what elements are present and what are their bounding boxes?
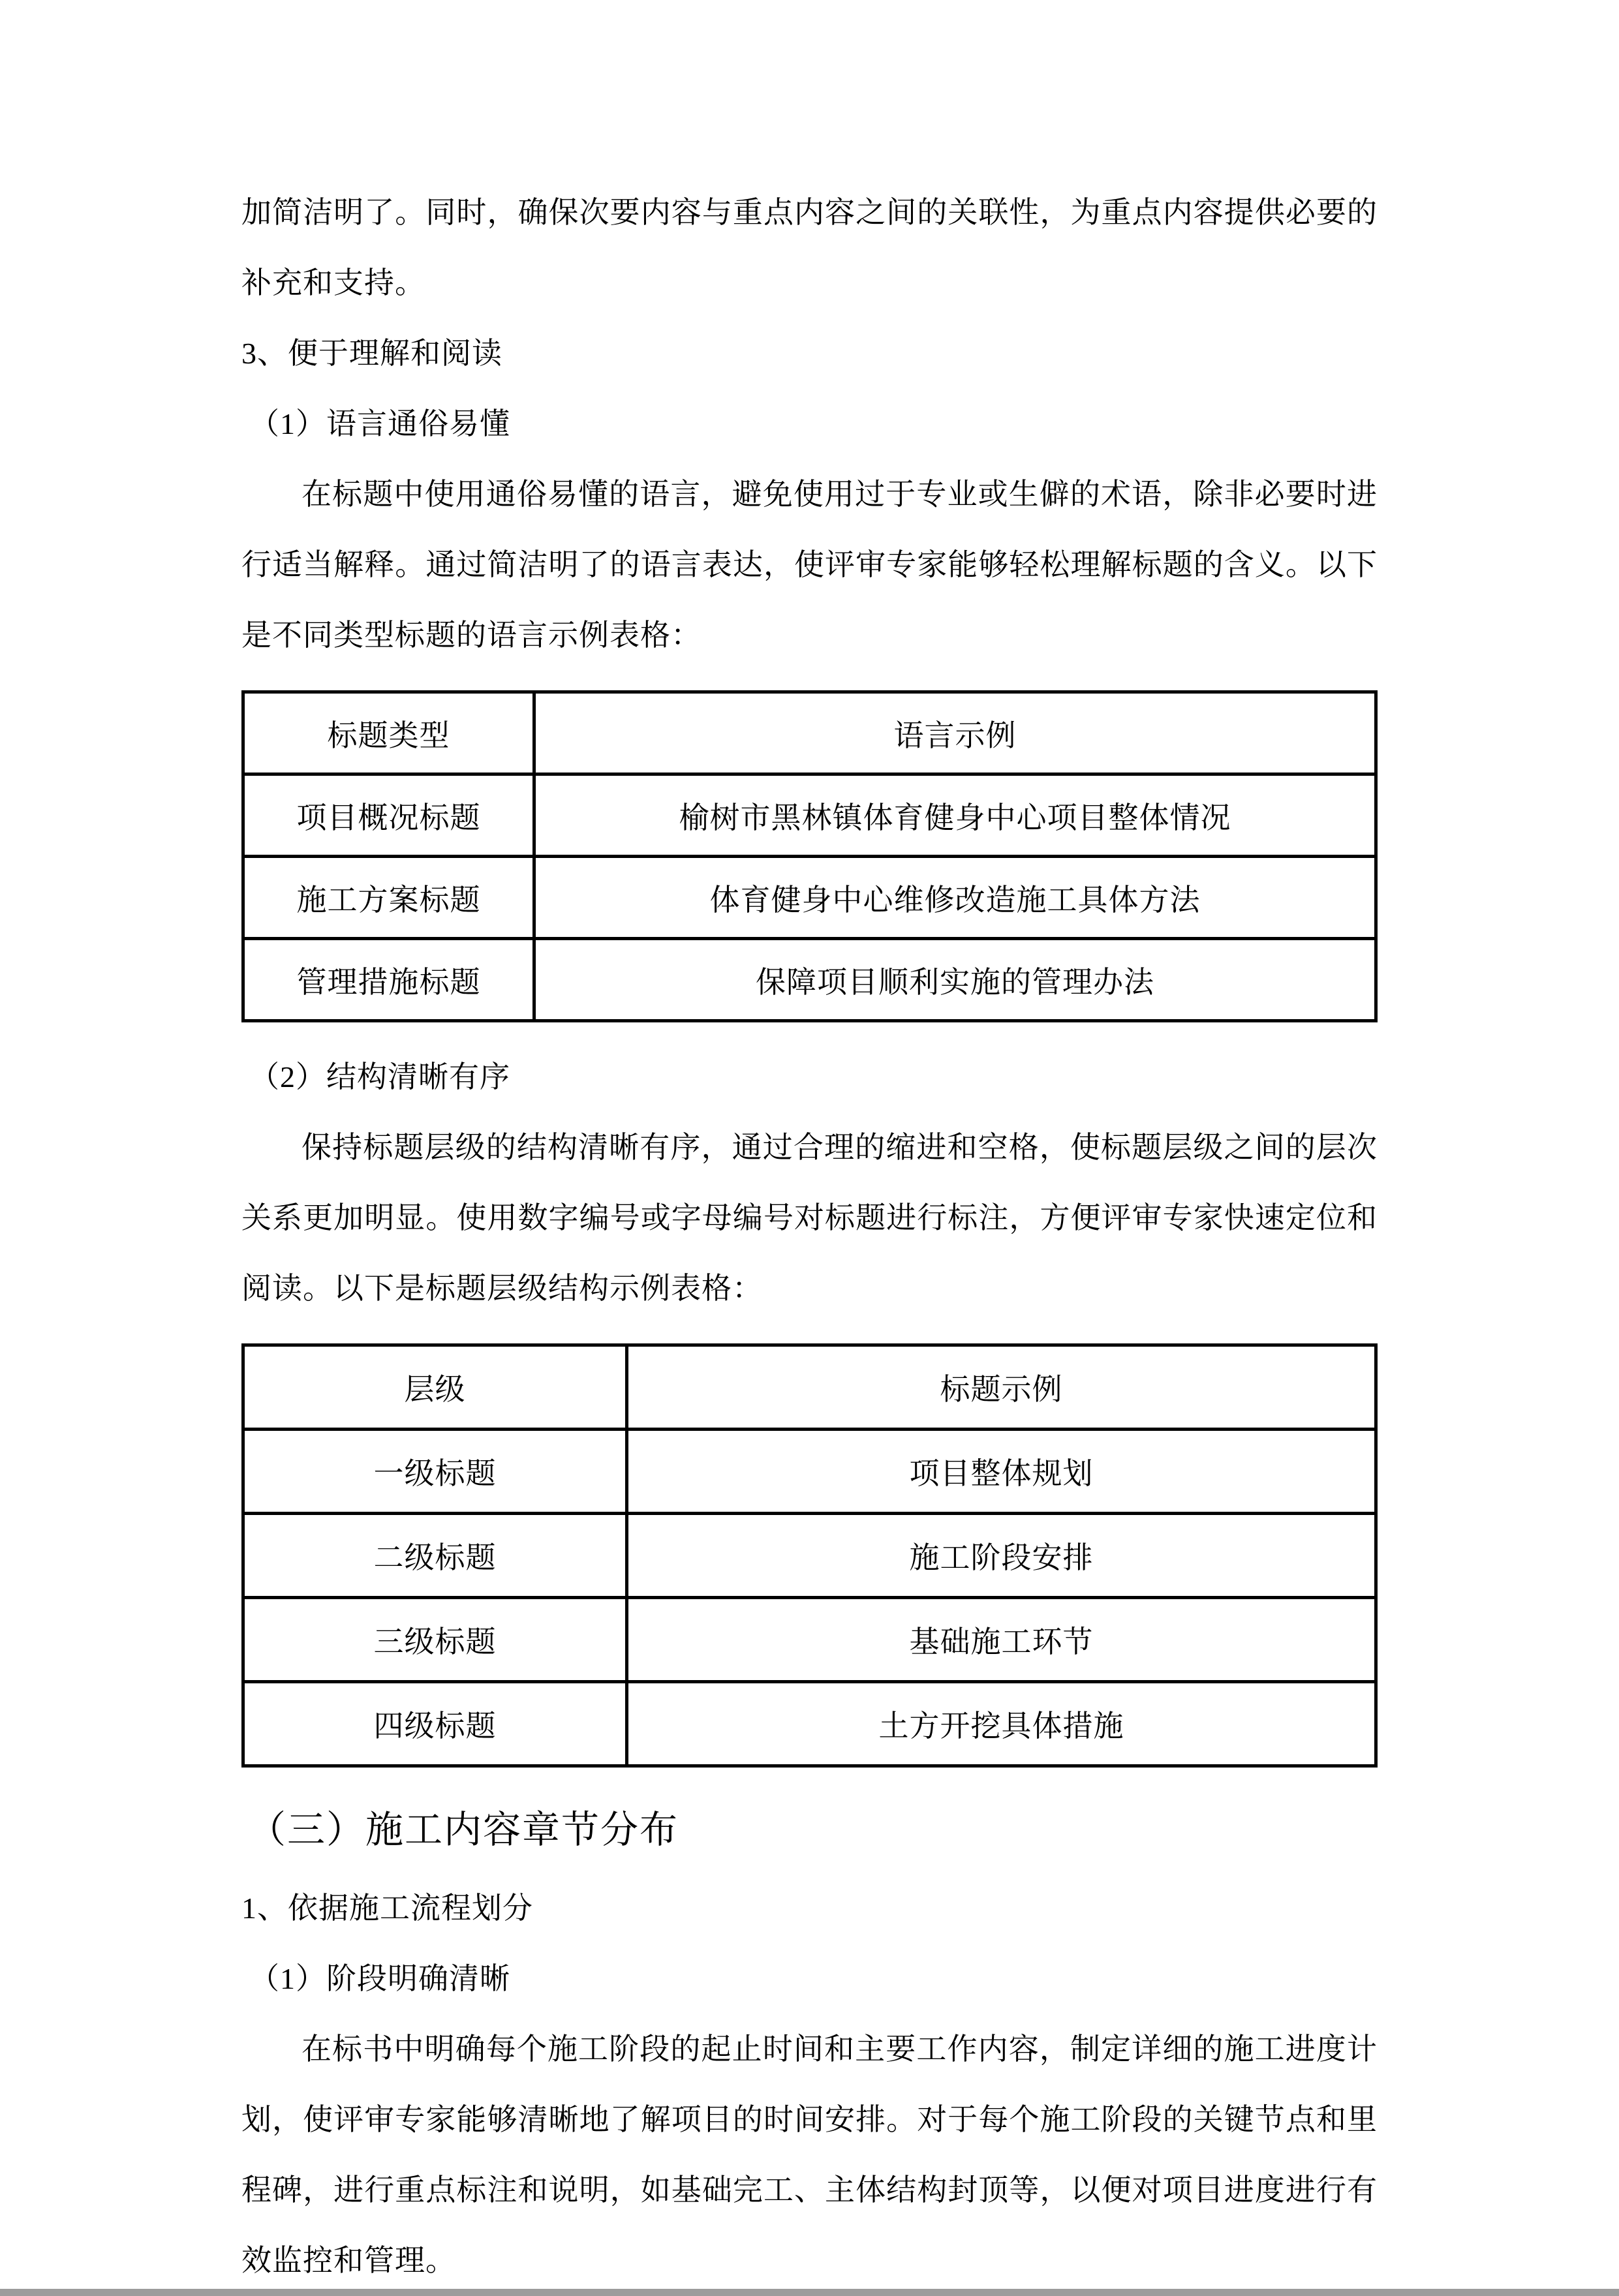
table-header-cell: 语言示例 <box>534 692 1376 774</box>
table-cell: 项目概况标题 <box>243 774 534 857</box>
table-header-row <box>243 692 1376 774</box>
table-cell: 施工阶段安排 <box>627 1514 1376 1598</box>
heading-section-three-construction-content: （三）施工内容章节分布 <box>248 1809 679 1851</box>
heading-section-3: 3、便于理解和阅读 <box>241 337 502 370</box>
paragraph-continuation: 加简洁明了。同时，确保次要内容与重点内容之间的关联性，为重点内容提供必要的补充和支持。 <box>241 196 1378 299</box>
paragraph-stage-schedule: 在标书中明确每个施工阶段的起止时间和主要工作内容，制定详细的施工进度计划，使评审专家能够清晰地了解项目的时间安排。对于每个施工阶段的关键节点和里程碑，进行重点标注和说明，如基础完工、主体结构封顶等，以便对项目进度进行有效监控和管理。 <box>241 2032 1378 2277</box>
table-header-cell: 标题示例 <box>627 1345 1376 1430</box>
table-header-cell: 标题类型 <box>243 692 534 774</box>
paragraph-structure-intro: 保持标题层级的结构清晰有序，通过合理的缩进和空格，使标题层级之间的层次关系更加明显。使用数字编号或字母编号对标题进行标注，方便评审专家快速定位和阅读。以下是标题层级结构示例表格： <box>241 1131 1378 1305</box>
table-cell: 项目整体规划 <box>627 1430 1376 1514</box>
table-header-row <box>243 1345 1376 1430</box>
table-row <box>243 1430 1376 1514</box>
table-cell: 基础施工环节 <box>627 1598 1376 1682</box>
table-cell: 体育健身中心维修改造施工具体方法 <box>534 857 1376 939</box>
table-row <box>243 1598 1376 1682</box>
table-row <box>243 1682 1376 1766</box>
table-row <box>243 939 1376 1021</box>
heading-3-1-language: （1）语言通俗易懂 <box>249 407 510 440</box>
table-cell: 四级标题 <box>243 1682 627 1766</box>
table-cell: 土方开挖具体措施 <box>627 1682 1376 1766</box>
table-cell: 施工方案标题 <box>243 857 534 939</box>
table-header-cell: 层级 <box>243 1345 627 1430</box>
table-row <box>243 774 1376 857</box>
table-cell: 管理措施标题 <box>243 939 534 1021</box>
table-cell: 保障项目顺利实施的管理办法 <box>534 939 1376 1021</box>
table-cell: 榆树市黑林镇体育健身中心项目整体情况 <box>534 774 1376 857</box>
table-cell: 二级标题 <box>243 1514 627 1598</box>
paragraph-language-intro: 在标题中使用通俗易懂的语言，避免使用过于专业或生僻的术语，除非必要时进行适当解释。通过简洁明了的语言表达，使评审专家能够轻松理解标题的含义。以下是不同类型标题的语言示例表格： <box>241 478 1378 652</box>
heading-3-2-structure: （2）结构清晰有序 <box>249 1060 510 1094</box>
table-cell: 一级标题 <box>243 1430 627 1514</box>
table-row <box>243 1514 1376 1598</box>
heading-divide-by-process: 1、依据施工流程划分 <box>241 1891 533 1925</box>
language-example-table <box>241 690 1378 1022</box>
heading-clear-stages: （1）阶段明确清晰 <box>249 1962 510 1995</box>
heading-level-table <box>241 1343 1378 1768</box>
table-cell: 三级标题 <box>243 1598 627 1682</box>
table-row <box>243 857 1376 939</box>
